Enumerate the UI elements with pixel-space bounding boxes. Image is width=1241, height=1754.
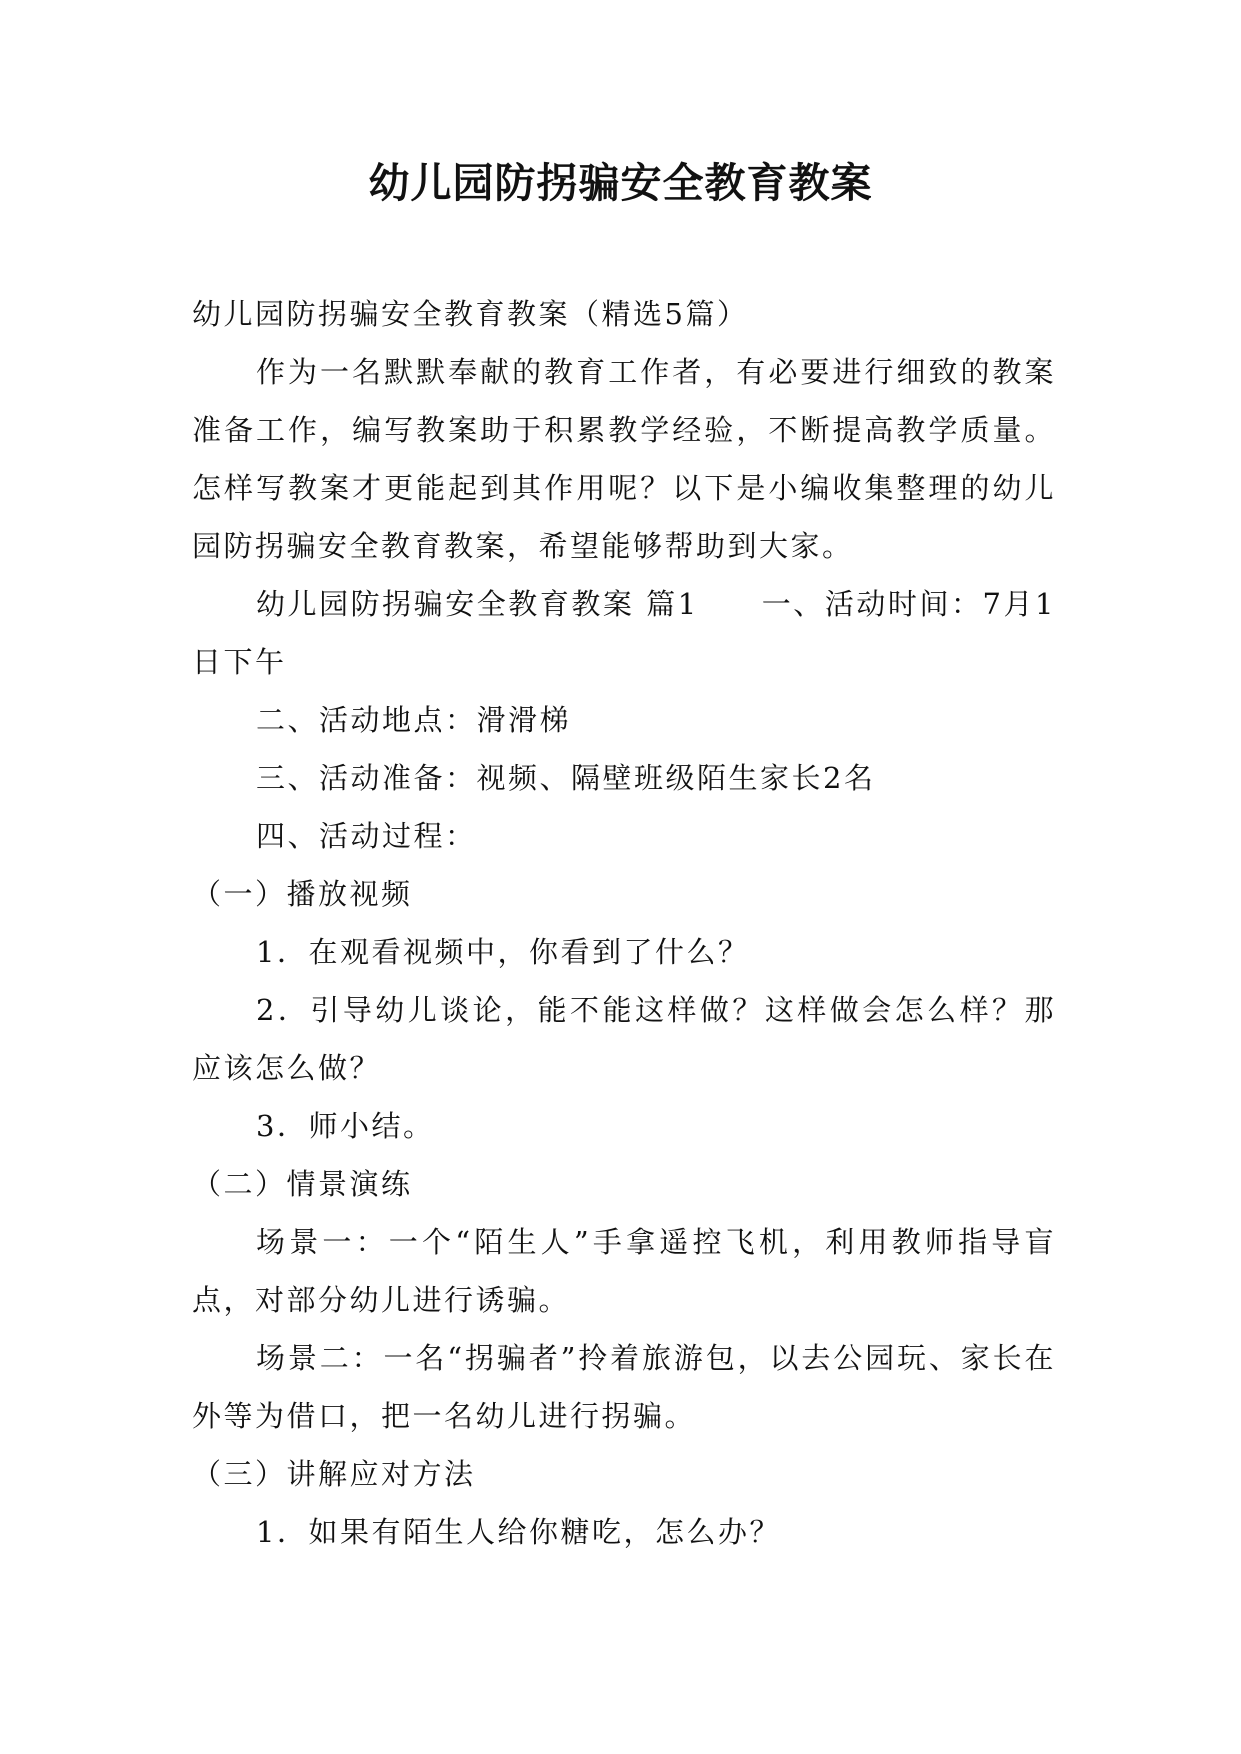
list-item: 1．如果有陌生人给你糖吃，怎么办？ <box>256 1515 781 1549</box>
subsection-role-play: （二）情景演练 <box>192 1167 413 1201</box>
subsection-response-methods: （三）讲解应对方法 <box>192 1457 476 1491</box>
scene-two-paragraph: 场景二：一名“拐骗者”拎着旅游包，以去公园玩、家长在外等为借口，把一名幼儿进行拐骗。 <box>192 1341 1056 1433</box>
section-heading-paragraph: 幼儿园防拐骗安全教育教案 篇1 一、活动时间：7月1日下午 <box>192 587 1056 679</box>
activity-location: 二、活动地点：滑滑梯 <box>256 703 572 737</box>
list-item: 1．在观看视频中，你看到了什么？ <box>256 935 750 969</box>
activity-preparation: 三、活动准备：视频、隔壁班级陌生家长2名 <box>256 761 876 795</box>
intro-paragraph: 作为一名默默奉献的教育工作者，有必要进行细致的教案准备工作，编写教案助于积累教学经验，不断提高教学质量。怎样写教案才更能起到其作用呢？以下是小编收集整理的幼儿园防拐骗安全教育教案，希望能够帮助到大家。 <box>192 355 1056 563</box>
document-body <box>192 285 1056 1561</box>
subsection-play-video: （一）播放视频 <box>192 877 413 911</box>
subtitle-paragraph: 幼儿园防拐骗安全教育教案（精选5篇） <box>192 297 749 331</box>
list-item: 3．师小结。 <box>256 1109 435 1143</box>
activity-process: 四、活动过程： <box>256 819 477 853</box>
document-title: 幼儿园防拐骗安全教育教案 <box>368 159 873 207</box>
scene-one-paragraph: 场景一：一个“陌生人”手拿遥控飞机，利用教师指导盲点，对部分幼儿进行诱骗。 <box>192 1225 1056 1317</box>
list-item: 2．引导幼儿谈论，能不能这样做？这样做会怎么样？那应该怎么做？ <box>192 993 1056 1085</box>
